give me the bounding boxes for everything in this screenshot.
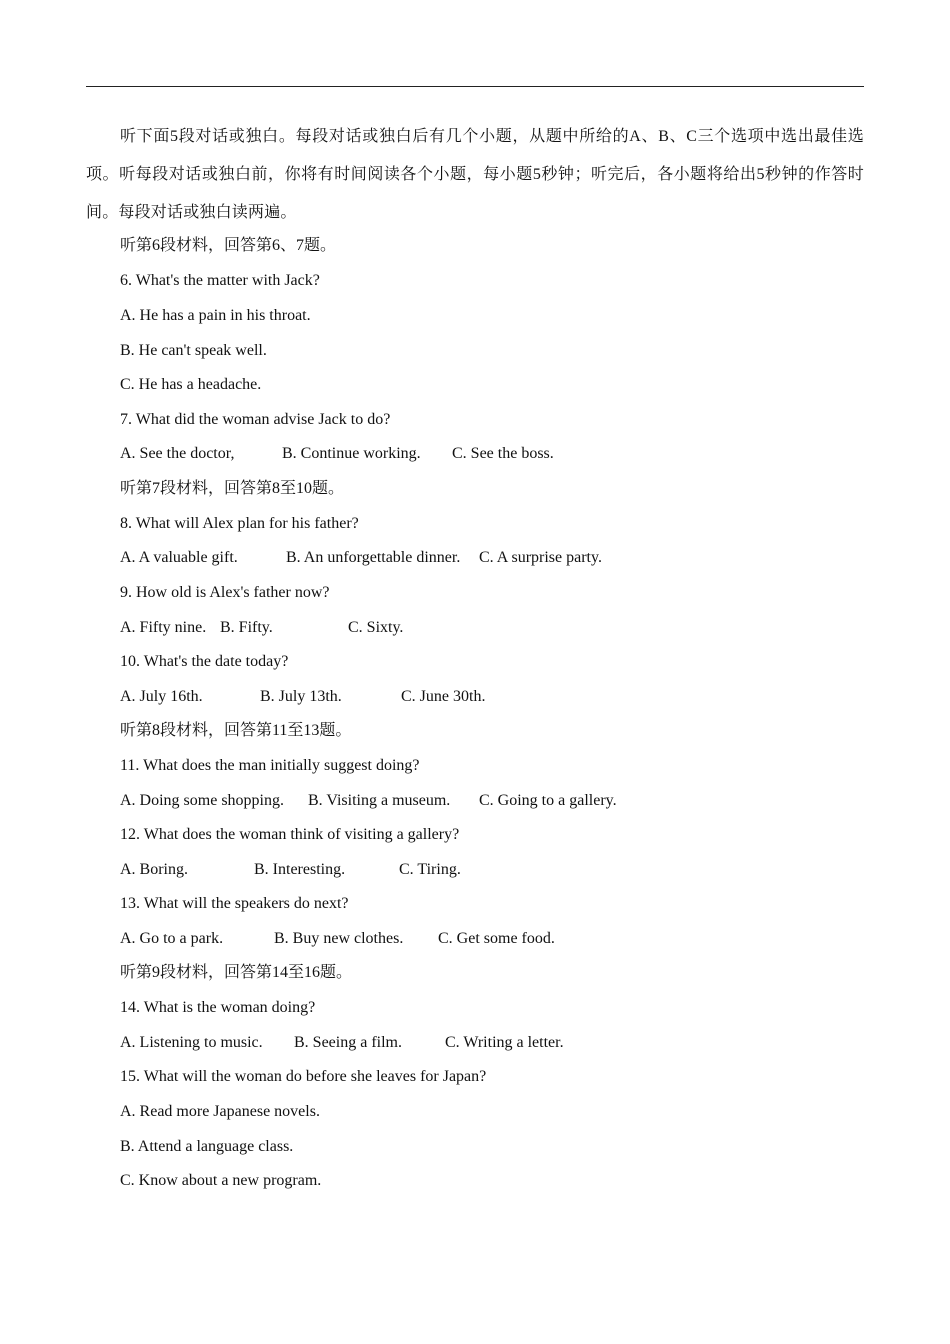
question-6-option-c: C. He has a headache. bbox=[120, 376, 262, 393]
question-7-option-a: A. See the doctor, bbox=[120, 445, 235, 462]
question-9-option-b: B. Fifty. bbox=[220, 619, 273, 636]
question-8-option-b: B. An unforgettable dinner. bbox=[286, 549, 461, 566]
question-15-option-a: A. Read more Japanese novels. bbox=[120, 1103, 320, 1120]
section-heading-8: 听第8段材料，回答第11至13题。 bbox=[120, 722, 352, 739]
question-12-option-a: A. Boring. bbox=[120, 861, 188, 878]
question-13-option-a: A. Go to a park. bbox=[120, 930, 224, 947]
section-heading-6: 听第6段材料，回答第6、7题。 bbox=[120, 237, 337, 254]
section-heading-7: 听第7段材料，回答第8至10题。 bbox=[120, 480, 345, 497]
question-11-option-b: B. Visiting a museum. bbox=[308, 792, 451, 809]
question-10-option-c: C. June 30th. bbox=[401, 688, 486, 705]
question-10-option-a: A. July 16th. bbox=[120, 688, 203, 705]
listening-instructions: 听下面5段对话或独白。每段对话或独白后有几个小题，从题中所给的A、B、C三个选项中选出最佳选项。听每段对话或独白前，你将有时间阅读各个小题，每小题5秒钟；听完后，各小题将给出5秒钟的作答时间。每段对话或独白读两遍。 bbox=[86, 128, 864, 221]
question-12: 12. What does the woman think of visiting a gallery? bbox=[120, 826, 460, 843]
question-10-option-b: B. July 13th. bbox=[260, 688, 342, 705]
question-12-option-c: C. Tiring. bbox=[399, 861, 461, 878]
question-6-option-b: B. He can't speak well. bbox=[120, 342, 267, 359]
question-15-option-b: B. Attend a language class. bbox=[120, 1138, 294, 1155]
question-9: 9. How old is Alex's father now? bbox=[120, 584, 330, 601]
question-15: 15. What will the woman do before she leaves for Japan? bbox=[120, 1068, 487, 1085]
section-heading-9: 听第9段材料，回答第14至16题。 bbox=[120, 964, 353, 981]
question-11: 11. What does the man initially suggest doing? bbox=[120, 757, 420, 774]
question-14-option-b: B. Seeing a film. bbox=[294, 1034, 402, 1051]
question-6: 6. What's the matter with Jack? bbox=[120, 272, 320, 289]
question-15-option-c: C. Know about a new program. bbox=[120, 1172, 322, 1189]
question-13: 13. What will the speakers do next? bbox=[120, 895, 349, 912]
question-7-option-b: B. Continue working. bbox=[282, 445, 421, 462]
question-14-option-a: A. Listening to music. bbox=[120, 1034, 263, 1051]
question-7-option-c: C. See the boss. bbox=[452, 445, 554, 462]
question-11-option-c: C. Going to a gallery. bbox=[479, 792, 617, 809]
question-8: 8. What will Alex plan for his father? bbox=[120, 515, 359, 532]
header-rule bbox=[86, 86, 864, 87]
question-9-option-c: C. Sixty. bbox=[348, 619, 404, 636]
question-9-option-a: A. Fifty nine. bbox=[120, 619, 207, 636]
question-8-option-c: C. A surprise party. bbox=[479, 549, 602, 566]
question-13-option-c: C. Get some food. bbox=[438, 930, 555, 947]
question-14-option-c: C. Writing a letter. bbox=[445, 1034, 564, 1051]
question-13-option-b: B. Buy new clothes. bbox=[274, 930, 404, 947]
question-7: 7. What did the woman advise Jack to do? bbox=[120, 411, 391, 428]
question-14: 14. What is the woman doing? bbox=[120, 999, 316, 1016]
question-8-option-a: A. A valuable gift. bbox=[120, 549, 238, 566]
question-12-option-b: B. Interesting. bbox=[254, 861, 346, 878]
question-11-option-a: A. Doing some shopping. bbox=[120, 792, 284, 809]
question-6-option-a: A. He has a pain in his throat. bbox=[120, 307, 311, 324]
question-10: 10. What's the date today? bbox=[120, 653, 289, 670]
